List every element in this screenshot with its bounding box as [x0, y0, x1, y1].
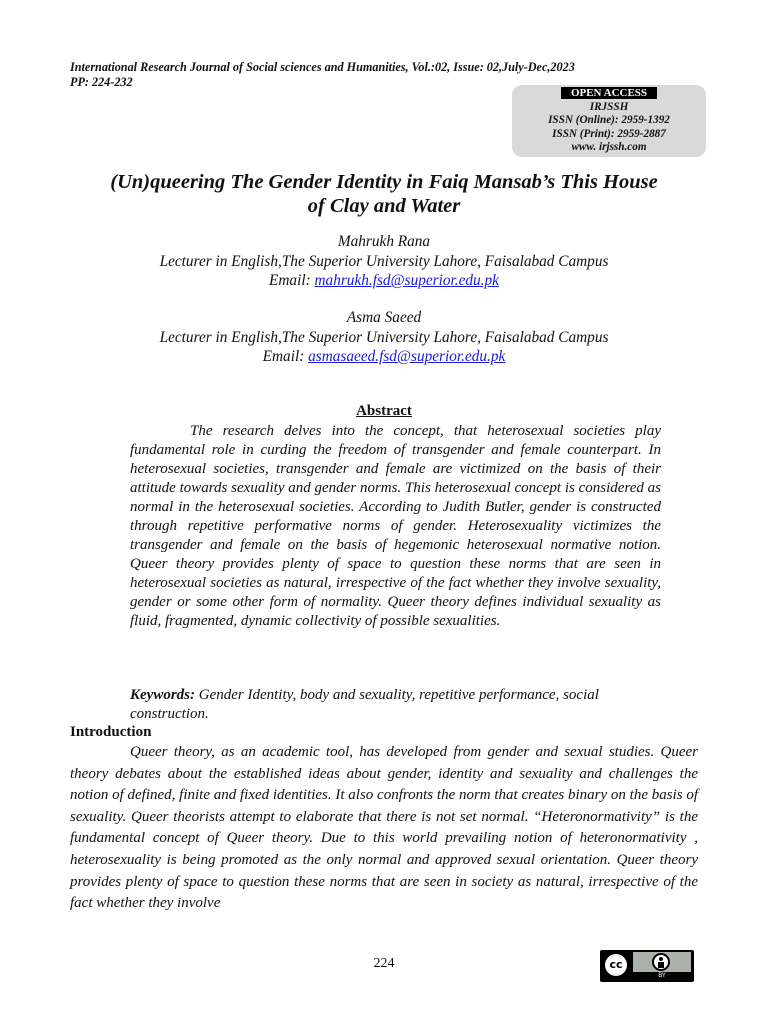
abstract-heading: Abstract: [356, 403, 412, 419]
paper-title: [60, 170, 708, 218]
author-email-line: [60, 347, 708, 367]
by-label: BY: [633, 972, 691, 980]
keywords-label: Keywords:: [130, 687, 195, 703]
introduction-heading: Introduction: [70, 724, 152, 740]
keywords-text: Gender Identity, body and sexuality, repetitive performance, social construction.: [130, 687, 599, 722]
page-range: PP: 224-232: [70, 75, 133, 89]
page-number: 224: [373, 956, 395, 971]
author-email-line: [60, 271, 708, 291]
attribution-person-icon: [652, 953, 670, 971]
attribution-panel: [633, 952, 691, 980]
issn-online: ISSN (Online): 2959-1392: [548, 114, 670, 126]
keywords: [130, 686, 661, 724]
title-line-1: (Un)queering The Gender Identity in Faiq Mansab’s This House: [110, 171, 658, 193]
open-access-badge: OPEN ACCESS: [561, 87, 657, 99]
author-1: [60, 232, 708, 291]
email-label: Email:: [269, 272, 311, 289]
title-line-2: of Clay and Water: [307, 195, 461, 217]
email-label: Email:: [262, 348, 305, 365]
introduction-text: Queer theory, as an academic tool, has developed from gender and sexual studies. Queer theory debates about the established ideas about gender, identity and sexuality and challenges the notion of defined, finite and fixed identities. It also confronts the norm that creates binary on the basis of sexuality. Queer theorists attempt to elaborate that there is not set normal. “Heteronormativity” is the fundamental concept of Queer theory. Due to this world prevailing notion of heteronormativity , heterosexuality is being promoted as the only normal and approved sexual orientation. Queer theory provides plenty of space to question these norms that are seen in society as natural, irrespective of the fact whether they involve: [70, 744, 698, 912]
abstract-text: The research delves into the concept, that heterosexual societies play fundamental role in curding the freedom of transgender and female counterpart. In heterosexual societies, transgender and female are victimized on the basis of their attitude towards sexuality and gender norms. This heterosexual concept is considered as normal in the heterosexual societies. According to Judith Butler, gender is constructed through repetitive performative norms of gender. Heterosexuality victimizes the transgender and female on the basis of hegemonic heterosexual normative notion. Queer theory provides plenty of space to question these norms that are seen in heterosexual societies as natural, irrespective of the fact whether they involve sexuality, gender or some other form of normality. Queer theory defines individual sexuality as fluid, fragmented, dynamic collectivity of possible sexualities.: [130, 423, 661, 629]
journal-citation: International Research Journal of Social sciences and Humanities, Vol.:02, Issue: 02,July-Dec,2023: [70, 60, 575, 74]
author-2: [60, 308, 708, 367]
issn-print: ISSN (Print): 2959-2887: [552, 127, 666, 140]
creative-commons-icon: cc: [603, 952, 629, 978]
author-name: Mahrukh Rana: [337, 233, 431, 250]
journal-abbrev: IRJSSH: [589, 100, 629, 113]
author-affiliation: Lecturer in English,The Superior University Lahore, Faisalabad Campus: [159, 328, 609, 346]
author-affiliation: Lecturer in English,The Superior University Lahore, Faisalabad Campus: [159, 252, 609, 270]
author-email-link[interactable]: asmasaeed.fsd@superior.edu.pk: [308, 348, 506, 365]
author-name: Asma Saeed: [346, 309, 422, 326]
journal-website: www. irjssh.com: [571, 141, 647, 153]
author-email-link[interactable]: mahrukh.fsd@superior.edu.pk: [314, 272, 499, 289]
open-access-box: [512, 85, 706, 157]
cc-by-license-icon[interactable]: [600, 950, 694, 982]
